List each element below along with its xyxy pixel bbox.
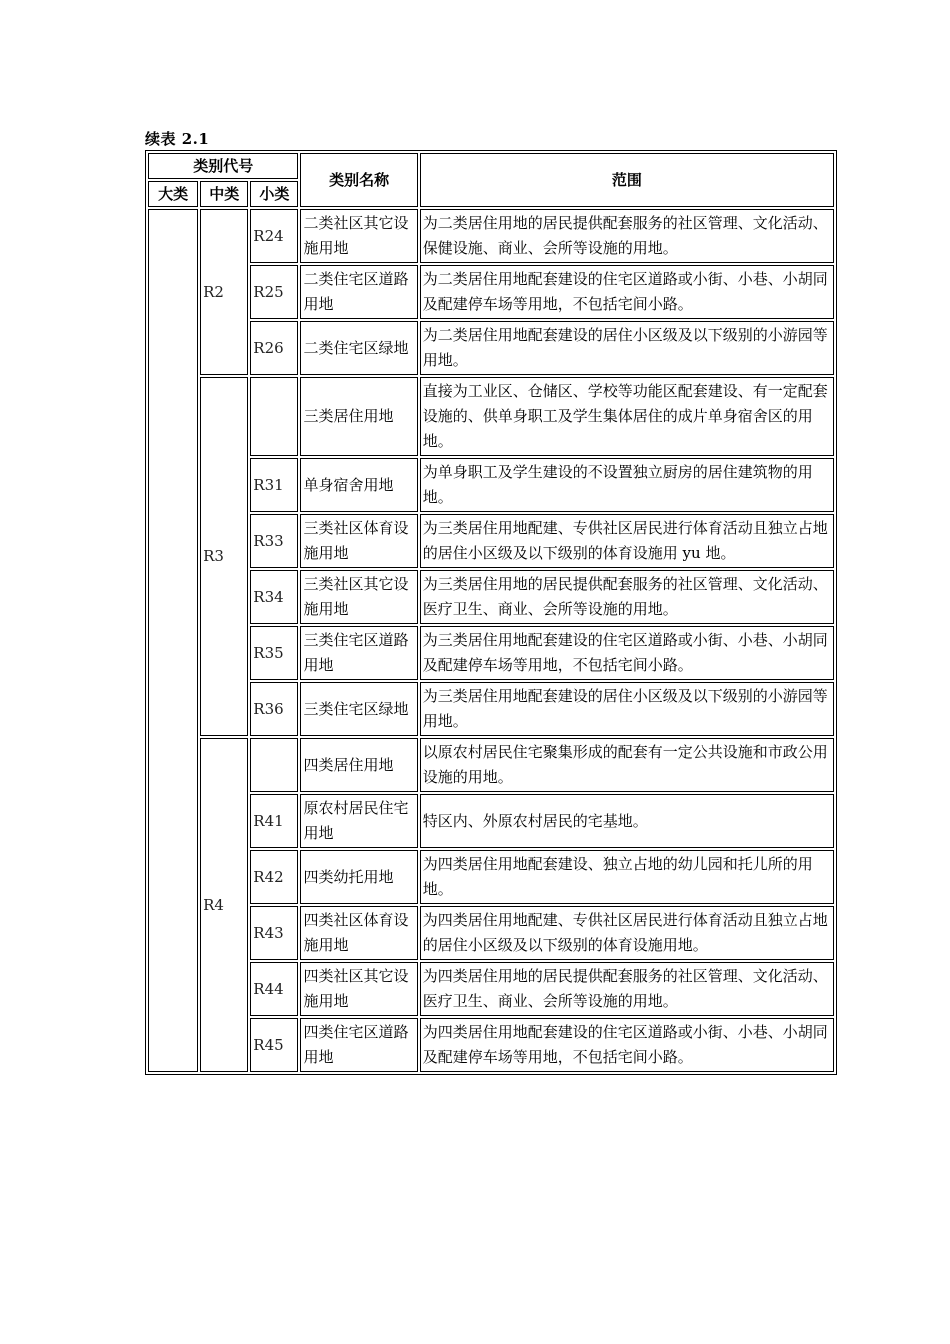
medium-class-r3: R3	[200, 377, 248, 736]
minor-code: R31	[250, 458, 298, 512]
table-row	[148, 906, 834, 960]
category-scope: 以原农村居民住宅聚集形成的配套有一定公共设施和市政公用设施的用地。	[420, 738, 834, 792]
category-scope: 为单身职工及学生建设的不设置独立厨房的居住建筑物的用地。	[420, 458, 834, 512]
table-row	[148, 321, 834, 375]
category-scope: 为二类居住用地的居民提供配套服务的社区管理、文化活动、保健设施、商业、会所等设施的用地。	[420, 209, 834, 263]
category-scope: 为四类居住用地配套建设的住宅区道路或小街、小巷、小胡同及配建停车场等用地，不包括宅间小路。	[420, 1018, 834, 1072]
table-row	[148, 794, 834, 848]
major-class-cell	[148, 209, 198, 1072]
category-scope: 为三类居住用地的居民提供配套服务的社区管理、文化活动、医疗卫生、商业、会所等设施的用地。	[420, 570, 834, 624]
minor-code	[250, 377, 298, 456]
category-scope: 特区内、外原农村居民的宅基地。	[420, 794, 834, 848]
table-row	[148, 682, 834, 736]
category-name: 原农村居民住宅用地	[300, 794, 417, 848]
category-scope: 为二类居住用地配套建设的居住小区级及以下级别的小游园等用地。	[420, 321, 834, 375]
category-scope: 为三类居住用地配套建设的居住小区级及以下级别的小游园等用地。	[420, 682, 834, 736]
category-scope: 为三类居住用地配建、专供社区居民进行体育活动且独立占地的居住小区级及以下级别的体育设施用 yu 地。	[420, 514, 834, 568]
category-scope: 为四类居住用地的居民提供配套服务的社区管理、文化活动、医疗卫生、商业、会所等设施的用地。	[420, 962, 834, 1016]
header-minor: 小类	[250, 181, 298, 207]
table-row	[148, 570, 834, 624]
minor-code	[250, 738, 298, 792]
land-use-table	[145, 150, 837, 1075]
table-caption: 续表 2.1	[145, 130, 210, 148]
header-code-group: 类别代号	[148, 153, 298, 179]
table-row	[148, 209, 834, 263]
category-name: 三类社区其它设施用地	[300, 570, 417, 624]
category-name: 二类社区其它设施用地	[300, 209, 417, 263]
table-row	[148, 962, 834, 1016]
minor-code: R33	[250, 514, 298, 568]
category-name: 四类住宅区道路用地	[300, 1018, 417, 1072]
minor-code: R41	[250, 794, 298, 848]
table-row	[148, 1018, 834, 1072]
category-scope: 直接为工业区、仓储区、学校等功能区配套建设、有一定配套设施的、供单身职工及学生集体居住的成片单身宿舍区的用地。	[420, 377, 834, 456]
table-row	[148, 738, 834, 792]
minor-code: R26	[250, 321, 298, 375]
category-scope: 为四类居住用地配套建设、独立占地的幼儿园和托儿所的用地。	[420, 850, 834, 904]
medium-class-r2: R2	[200, 209, 248, 375]
minor-code: R34	[250, 570, 298, 624]
category-name: 四类社区其它设施用地	[300, 962, 417, 1016]
table-row	[148, 850, 834, 904]
minor-code: R43	[250, 906, 298, 960]
header-major: 大类	[148, 181, 198, 207]
header-scope: 范围	[420, 153, 834, 207]
minor-code: R42	[250, 850, 298, 904]
category-name: 二类住宅区道路用地	[300, 265, 417, 319]
category-scope: 为三类居住用地配套建设的住宅区道路或小街、小巷、小胡同及配建停车场等用地，不包括宅间小路。	[420, 626, 834, 680]
category-name: 四类居住用地	[300, 738, 417, 792]
category-name: 二类住宅区绿地	[300, 321, 417, 375]
table-row	[148, 265, 834, 319]
table-row	[148, 514, 834, 568]
minor-code: R36	[250, 682, 298, 736]
header-row-1	[148, 153, 834, 179]
minor-code: R44	[250, 962, 298, 1016]
minor-code: R25	[250, 265, 298, 319]
header-name: 类别名称	[300, 153, 417, 207]
category-name: 四类幼托用地	[300, 850, 417, 904]
category-name: 四类社区体育设施用地	[300, 906, 417, 960]
category-scope: 为二类居住用地配套建设的住宅区道路或小街、小巷、小胡同及配建停车场等用地，不包括宅间小路。	[420, 265, 834, 319]
category-name: 三类社区体育设施用地	[300, 514, 417, 568]
category-name: 三类住宅区绿地	[300, 682, 417, 736]
category-name: 三类住宅区道路用地	[300, 626, 417, 680]
minor-code: R35	[250, 626, 298, 680]
header-medium: 中类	[200, 181, 248, 207]
category-name: 三类居住用地	[300, 377, 417, 456]
table-row	[148, 458, 834, 512]
minor-code: R24	[250, 209, 298, 263]
category-scope: 为四类居住用地配建、专供社区居民进行体育活动且独立占地的居住小区级及以下级别的体育设施用地。	[420, 906, 834, 960]
medium-class-r4: R4	[200, 738, 248, 1072]
minor-code: R45	[250, 1018, 298, 1072]
table-row	[148, 377, 834, 456]
table-row	[148, 626, 834, 680]
category-name: 单身宿舍用地	[300, 458, 417, 512]
